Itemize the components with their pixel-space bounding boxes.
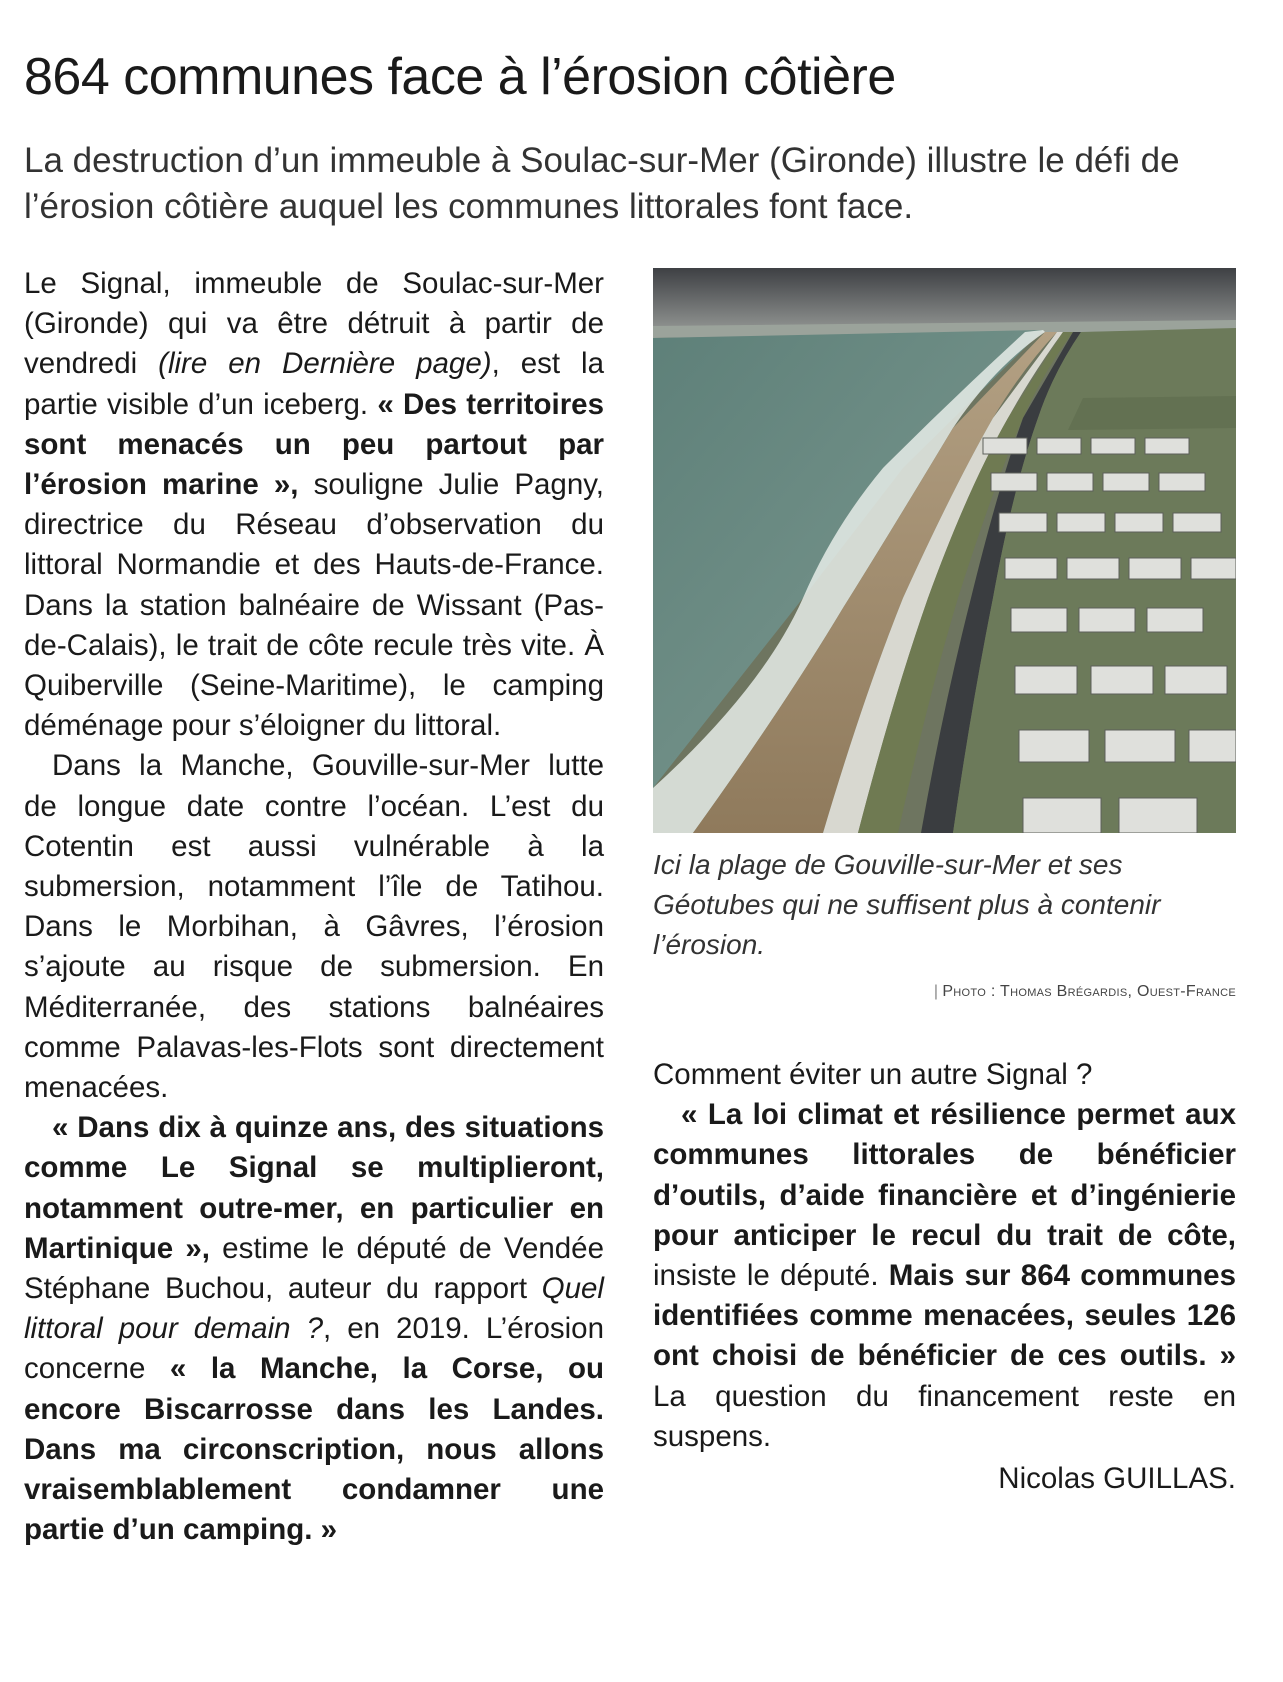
author-signature: Nicolas GUILLAS. [998,1462,1236,1496]
article-column-left [24,264,604,1551]
quote-buchou-3: « La loi climat et résilience permet aux communes littorales de bénéficier d’outils, d’aide financière et d’ingénierie pour anticiper le recul du trait de côte, [653,1098,1236,1252]
paragraph-5: « La loi climat et résilience permet aux communes littorales de bénéficier d’outils, d’aide financière et d’ingénierie pour anticiper le recul du trait de côte, insiste le député. Mais sur 864 communes identifiées comme menacées, seules 126 ont choisi de bénéficier de ces outils. » La question du financement reste en suspens. [653,1098,1236,1453]
quote-buchou-2: « la Manche, la Corse, ou encore Biscarrosse dans les Landes. Dans ma circonscription, nous allons vraisemblablement condamner une partie d’un camping. » [24,1352,604,1547]
paragraph-1: Le Signal, immeuble de Soulac-sur-Mer (Gironde) qui va être détruit à partir de vendredi (lire en Dernière page), est la partie visible d’un iceberg. « Des territoires sont menacés un peu partout par l’érosion marine », souligne Julie Pagny, directrice du Réseau d’observation du littoral Normandie et des Hauts-de-France. Dans la station balnéaire de Wissant (Pas-de-Calais), le trait de côte recule très vite. À Quiberville (Seine-Maritime), le camping déménage pour s’éloigner du littoral. [24,267,604,743]
quote-buchou-4: Mais sur 864 communes identifiées comme menacées, seules 126 ont choisi de bénéficier de ces outils. » [653,1259,1236,1373]
paragraph-2: Dans la Manche, Gouville-sur-Mer lutte de longue date contre l’océan. L’est du Cotentin est aussi vulnérable à la submersion, notamment l’île de Tatihou. Dans le Morbihan, à Gâvres, l’érosion s’ajoute au risque de submersion. En Méditerranée, des stations balnéaires comme Palavas-les-Flots sont directement menacées. [24,749,604,1105]
report-title: Quel littoral pour demain ? [24,1272,604,1346]
standfirst: La destruction d’un immeuble à Soulac-sur-Mer (Gironde) illustre le défi de l’érosion côtière auquel les communes littorales font face. [24,141,1180,226]
headline: 864 communes face à l’érosion côtière [24,48,896,106]
photo-caption: Ici la plage de Gouville-sur-Mer et ses Géotubes qui ne suffisent plus à contenir l’érosion. [653,849,1161,960]
beach-aerial-photo [653,268,1236,833]
paragraph-4: Comment éviter un autre Signal ? [653,1058,1093,1091]
photo-illustration [653,268,1236,833]
article-column-right [653,1055,1236,1499]
paragraph-3: « Dans dix à quinze ans, des situations comme Le Signal se multiplieront, notamment outre-mer, en particulier en Martinique », estime le député de Vendée Stéphane Buchou, auteur du rapport Quel littoral pour demain ?, en 2019. L’érosion concerne « la Manche, la Corse, ou encore Biscarrosse dans les Landes. Dans ma circonscription, nous allons vraisemblablement condamner une partie d’un camping. » [24,1111,604,1547]
quote-julie-pagny: « Des territoires sont menacés un peu partout par l’érosion marine », [24,387,604,502]
quote-buchou-1: « Dans dix à quinze ans, des situations comme Le Signal se multiplieront, notamment outre-mer, en particulier en Martinique », [24,1111,604,1265]
photo-credit: | Photo : Thomas Brégardis, Ouest-France [933,983,1236,1000]
